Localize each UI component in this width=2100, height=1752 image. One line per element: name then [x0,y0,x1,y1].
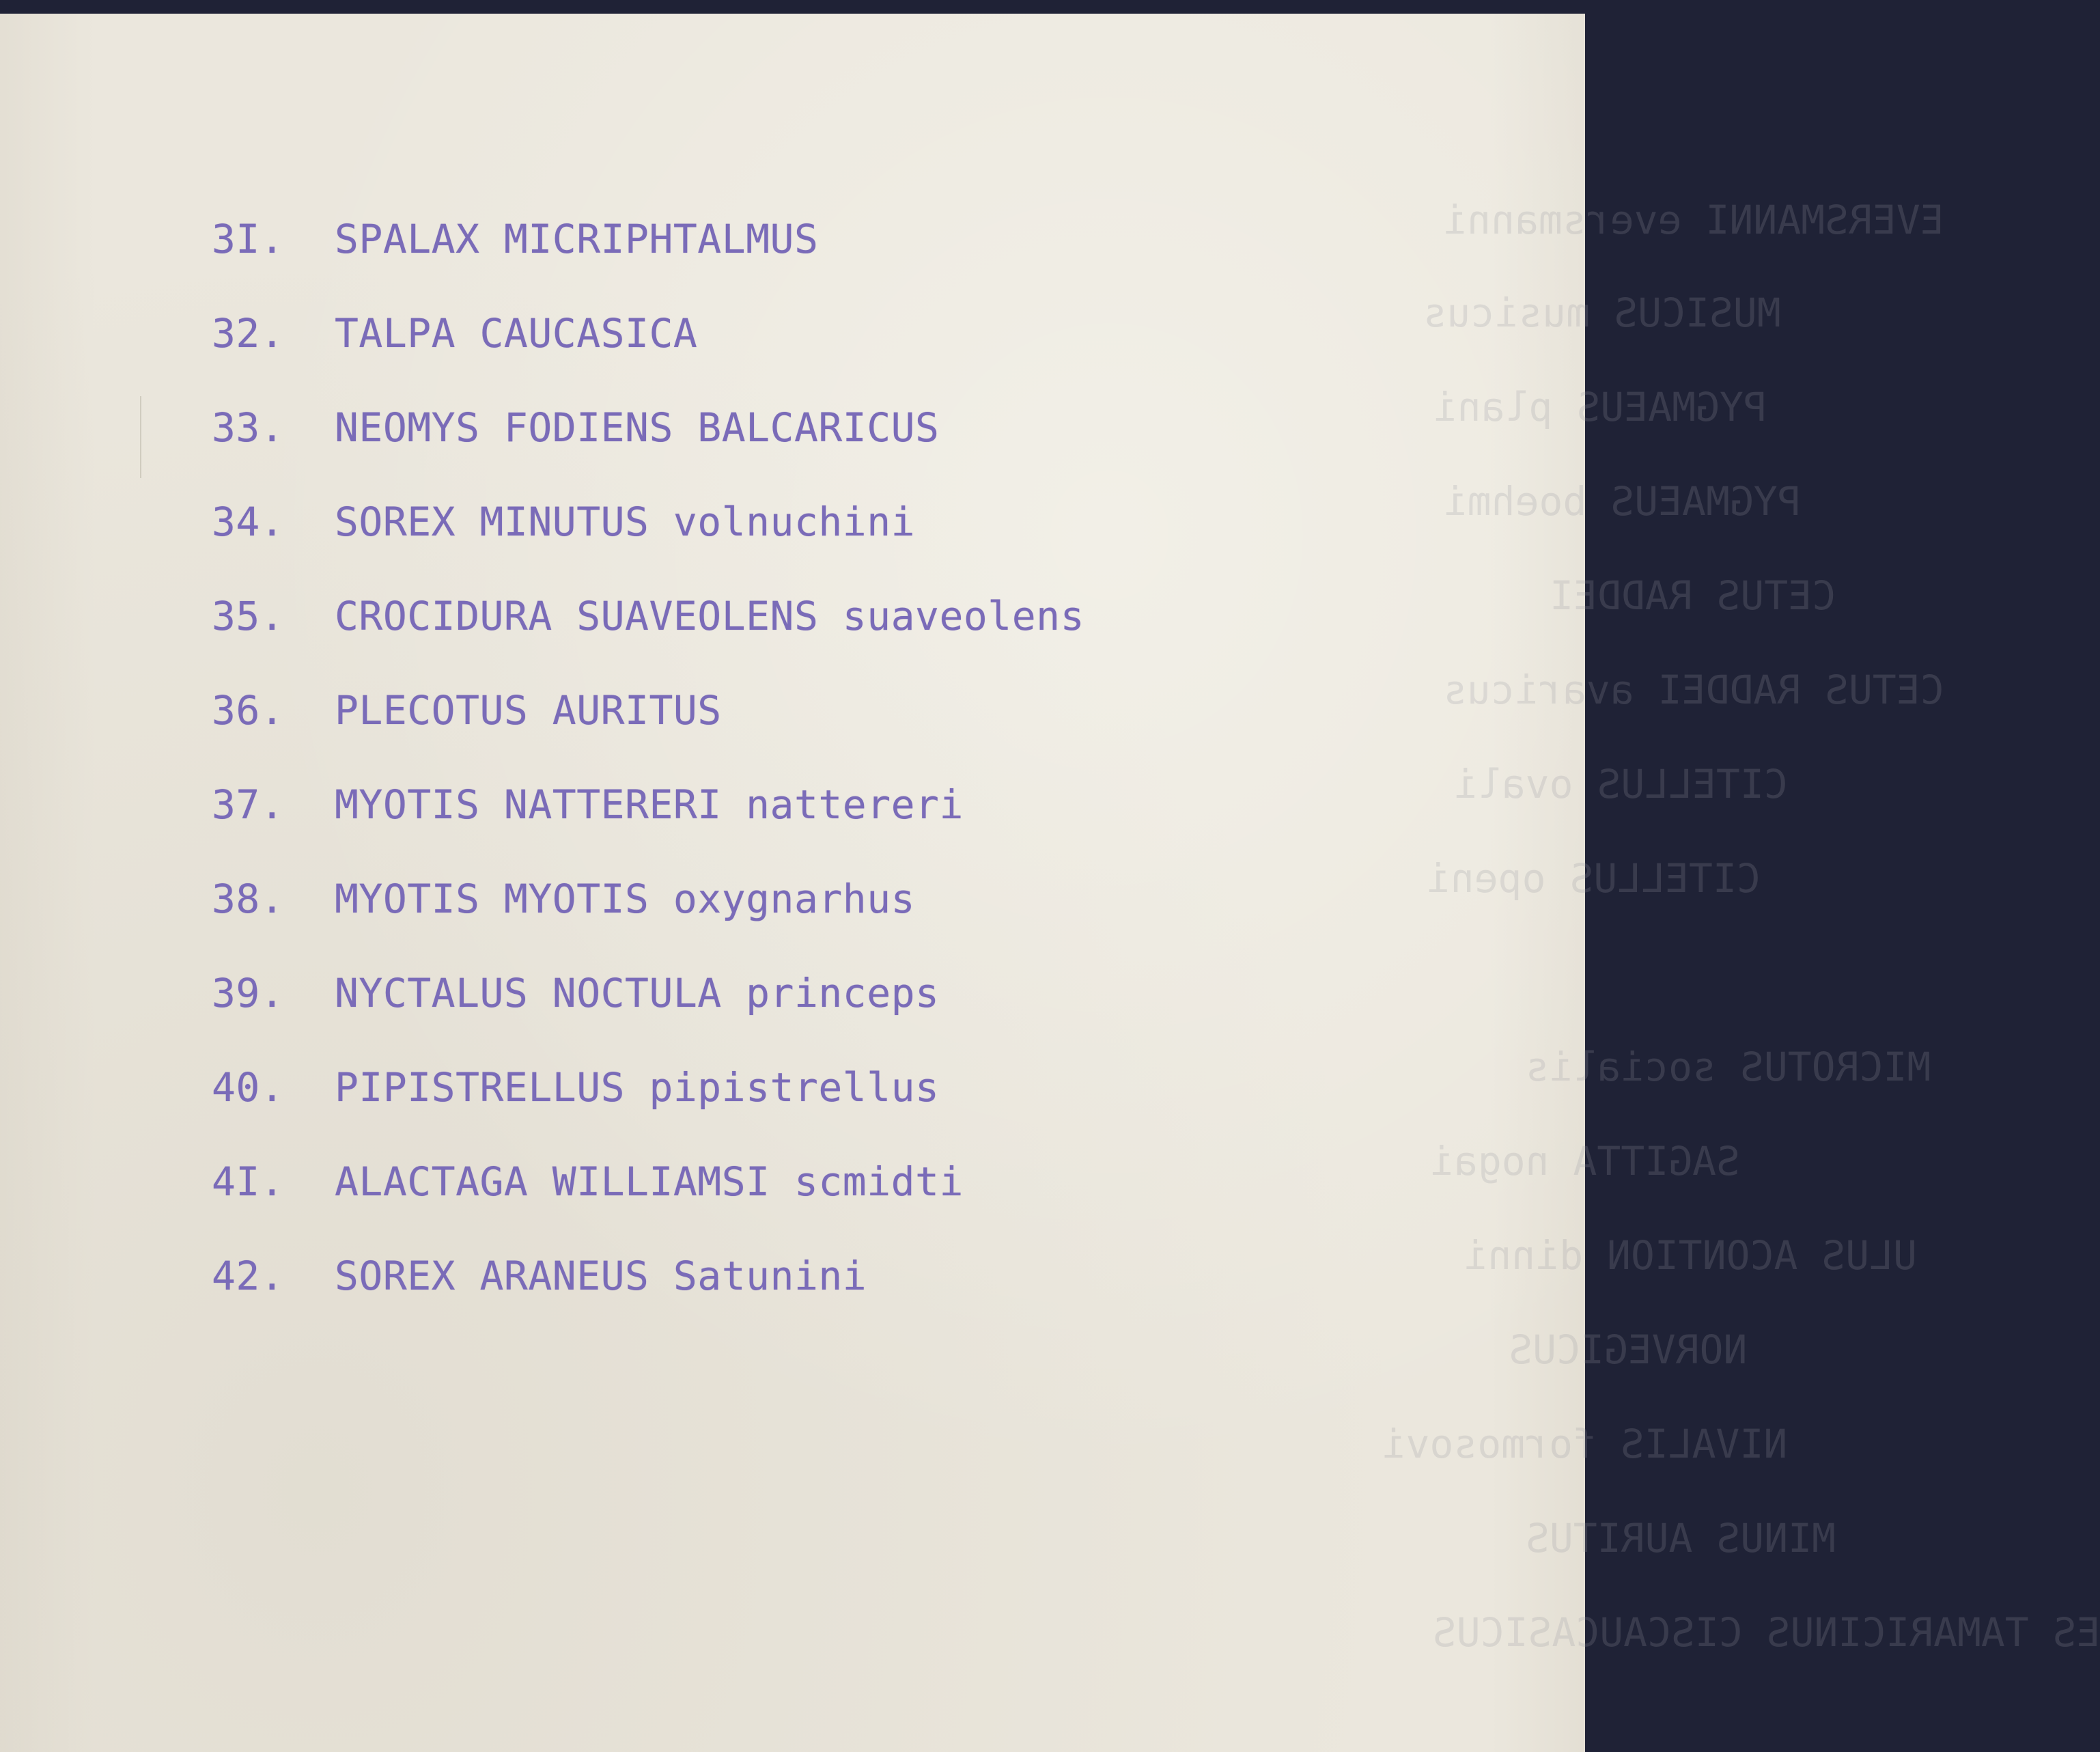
list-item [212,872,915,926]
bleed-through-text: EVERSMANNI eversmanni [1443,197,1944,243]
species-name: NYCTALUS NOCTULA princeps [335,970,940,1016]
bleed-through-text: SAGITTA nogai [1429,1138,1740,1184]
species-name: NEOMYS FODIENS BALCARICUS [335,404,940,451]
item-number: 36. [212,687,285,734]
bleed-through-text: MINUS AURITUS [1525,1515,1836,1561]
list-item [212,495,915,549]
item-number: 4I. [212,1158,285,1205]
item-number: 34. [212,499,285,545]
species-name: PLECOTUS AURITUS [335,687,722,734]
list-item [212,1249,867,1303]
item-number: 35. [212,593,285,639]
list-item [212,1060,939,1115]
bleed-through-text: CITELLUS ovali [1453,761,1788,807]
item-number: 38. [212,876,285,922]
list-item [212,212,818,266]
bleed-through-text: PYGMAEUS boehmi [1443,478,1802,525]
species-name: SPALAX MICRIPHTALMUS [335,216,819,262]
item-number: 40. [212,1064,285,1111]
species-name: PIPISTRELLUS pipistrellus [335,1064,940,1111]
item-number: 37. [212,781,285,828]
species-name: CROCIDURA SUAVEOLENS suaveolens [335,593,1084,639]
species-name: MYOTIS MYOTIS oxygnarhus [335,876,916,922]
bleed-through-text: NIVALIS formosovi [1382,1421,1788,1467]
species-name: TALPA CAUCASICA [335,310,698,357]
list-item [212,589,1084,643]
typed-page [0,14,2100,1752]
bleed-through-text: CITELLUS openi [1426,855,1761,902]
list-item [212,1154,964,1209]
item-number: 42. [212,1253,285,1299]
species-name: MYOTIS NATTERERI nattereri [335,781,964,828]
species-name: SOREX MINUTUS volnuchini [335,499,916,545]
bleed-through-text: PYGMAEUS plani [1433,384,1767,430]
item-number: 39. [212,970,285,1016]
list-item [212,966,939,1020]
list-item [212,306,697,361]
bleed-through-text: NORVEGICUS [1509,1326,1748,1373]
list-item [212,777,964,832]
species-name: SOREX ARANEUS Satunini [335,1253,867,1299]
species-list [0,14,1585,1752]
item-number: 32. [212,310,285,357]
item-number: 3I. [212,216,285,262]
bleed-through-text: CETUS RADDEI avaricus [1443,667,1944,713]
scan-top-edge [0,0,1585,14]
list-item [212,683,722,738]
bleed-through-text: MUSICUS musicus [1423,290,1781,336]
bleed-through-text: ES TAMARICINUS CISCAUCASICUS [1432,1609,2100,1656]
species-name: ALACTAGA WILLIAMSI scmidti [335,1158,964,1205]
list-item [212,400,939,455]
bleed-through-text: MICROTUS socialis [1525,1044,1931,1090]
bleed-through-text: CETUS RADDEI [1550,572,1836,619]
bleed-through-text: ULUS ACONTION dinni [1464,1232,1917,1279]
item-number: 33. [212,404,285,451]
